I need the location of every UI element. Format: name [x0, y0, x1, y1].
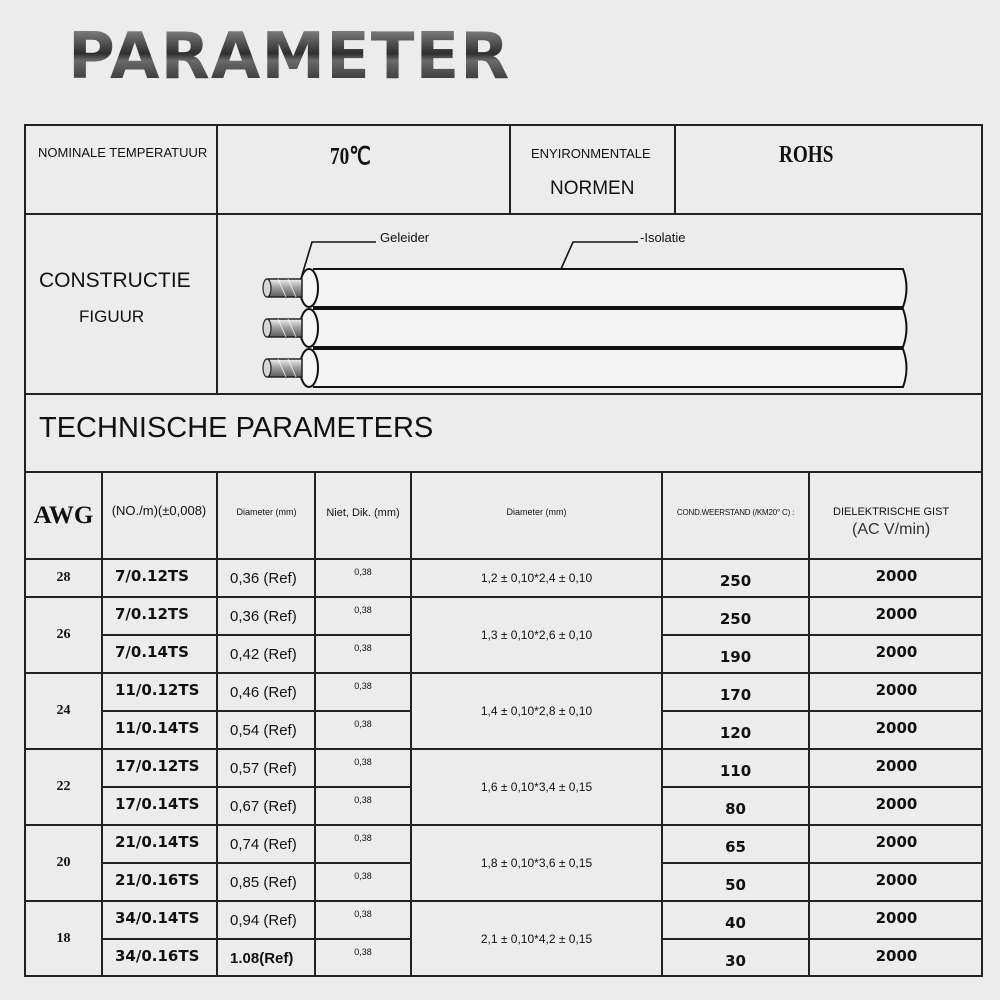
insulation-thickness-value: 0,38: [354, 757, 372, 767]
conductor-resistance-value: 30: [725, 952, 746, 970]
dielectric-strength-value: 2000: [875, 871, 918, 889]
awg-value: 26: [56, 627, 71, 642]
dielectric-strength-value: 2000: [875, 605, 918, 623]
insulation-thickness-value: 0,38: [354, 681, 372, 691]
outer-diameter-value: 2,1 ± 0,10*4,2 ± 0,15: [480, 932, 593, 946]
conductor-construction-value: 21/0.16TS: [115, 871, 200, 889]
conductor-diameter-value: 0,74 (Ref): [230, 835, 297, 853]
insulation-label: -Isolatie: [640, 230, 686, 245]
conductor-construction-value: 7/0.12TS: [115, 567, 189, 585]
conductor-diameter-value: 0,36 (Ref): [230, 569, 297, 587]
awg-value: 18: [56, 931, 71, 946]
insulation-thickness-value: 0,38: [354, 833, 372, 843]
conductor-diameter-value: 0,57 (Ref): [230, 759, 297, 777]
divider: [24, 393, 983, 395]
conductor-construction-value: 11/0.14TS: [115, 719, 200, 737]
dielectric-strength-value: 2000: [875, 757, 918, 775]
header-strands: (NO./m)(±0,008): [111, 503, 207, 518]
conductor-diameter-value: 0,94 (Ref): [230, 911, 297, 929]
standards-label: NORMEN: [550, 178, 635, 199]
header-awg: AWG: [33, 501, 94, 529]
technical-parameters-title: TECHNISCHE PARAMETERS: [39, 412, 434, 444]
conductor-diameter-value: 0,36 (Ref): [230, 607, 297, 625]
awg-value: 22: [56, 779, 71, 794]
conductor-resistance-value: 65: [725, 838, 746, 856]
insulation-thickness-value: 0,38: [354, 605, 372, 615]
dielectric-strength-value: 2000: [875, 567, 918, 585]
dielectric-strength-value: 2000: [875, 947, 918, 965]
outer-diameter-value: 1,2 ± 0,10*2,4 ± 0,10: [480, 571, 593, 585]
conductor-resistance-value: 80: [725, 800, 746, 818]
conductor-construction-value: 11/0.12TS: [115, 681, 200, 699]
conductor-resistance-value: 250: [719, 610, 752, 628]
conductor-construction-value: 21/0.14TS: [115, 833, 200, 851]
dielectric-strength-value: 2000: [875, 681, 918, 699]
dielectric-strength-value: 2000: [875, 643, 918, 661]
conductor-resistance-value: 190: [719, 648, 752, 666]
divider: [509, 124, 511, 214]
outer-diameter-value: 1,6 ± 0,10*3,4 ± 0,15: [480, 780, 593, 794]
dielectric-strength-value: 2000: [875, 795, 918, 813]
conductor-construction-value: 17/0.12TS: [115, 757, 200, 775]
cable-construction-diagram: [218, 215, 982, 392]
awg-value: 28: [56, 570, 71, 585]
temperature-value: 70℃: [330, 144, 371, 170]
conductor-resistance-value: 120: [719, 724, 752, 742]
construction-label: CONSTRUCTIE: [39, 269, 191, 292]
conductor-resistance-value: 110: [719, 762, 752, 780]
dielectric-strength-value: 2000: [875, 719, 918, 737]
rohs-value: ROHS: [779, 142, 834, 168]
conductor-diameter-value: 0,42 (Ref): [230, 645, 297, 663]
awg-value: 20: [56, 855, 71, 870]
header-outer-diameter: Diameter (mm): [506, 507, 567, 517]
header-insulation-thickness: Niet, Dik. (mm): [326, 507, 400, 519]
cable-3: [263, 349, 907, 387]
header-conductor-diameter: Diameter (mm): [236, 507, 297, 517]
insulation-thickness-value: 0,38: [354, 871, 372, 881]
insulation-thickness-value: 0,38: [354, 719, 372, 729]
cable-1: [263, 269, 907, 307]
awg-value: 24: [56, 703, 71, 718]
conductor-diameter-value: 0,85 (Ref): [230, 873, 297, 891]
conductor-label: Geleider: [380, 230, 430, 245]
environmental-label: ENYIRONMENTALE: [531, 146, 651, 161]
outer-diameter-value: 1,4 ± 0,10*2,8 ± 0,10: [480, 704, 593, 718]
conductor-construction-value: 7/0.14TS: [115, 643, 189, 661]
outer-diameter-value: 1,3 ± 0,10*2,6 ± 0,10: [480, 628, 593, 642]
conductor-resistance-value: 170: [719, 686, 752, 704]
conductor-construction-value: 17/0.14TS: [115, 795, 200, 813]
page-title: PARAMETER: [68, 20, 511, 94]
conductor-construction-value: 7/0.12TS: [115, 605, 189, 623]
header-conductor-resistance: COND.WEERSTAND (/KM20° C) :: [676, 507, 795, 517]
header-dielectric-strength: DIELEKTRISCHE GIST: [833, 506, 950, 518]
conductor-construction-value: 34/0.16TS: [115, 947, 200, 965]
conductor-resistance-value: 250: [719, 572, 752, 590]
conductor-construction-value: 34/0.14TS: [115, 909, 200, 927]
insulation-thickness-value: 0,38: [354, 643, 372, 653]
conductor-resistance-value: 40: [725, 914, 746, 932]
divider: [674, 124, 676, 214]
insulation-thickness-value: 0,38: [354, 947, 372, 957]
conductor-diameter-value: 1.08(Ref): [230, 949, 294, 967]
figure-label: FIGUUR: [79, 307, 145, 326]
insulation-leader-line: [561, 242, 638, 269]
dielectric-strength-value: 2000: [875, 909, 918, 927]
dielectric-strength-value: 2000: [875, 833, 918, 851]
conductor-resistance-value: 50: [725, 876, 746, 894]
insulation-thickness-value: 0,38: [354, 795, 372, 805]
insulation-thickness-value: 0,38: [354, 567, 372, 577]
cable-2: [263, 309, 907, 347]
insulation-thickness-value: 0,38: [354, 909, 372, 919]
conductor-diameter-value: 0,46 (Ref): [230, 683, 297, 701]
conductor-diameter-value: 0,54 (Ref): [230, 721, 297, 739]
outer-diameter-value: 1,8 ± 0,10*3,6 ± 0,15: [480, 856, 593, 870]
conductor-diameter-value: 0,67 (Ref): [230, 797, 297, 815]
header-dielectric-unit: (AC V/min): [852, 521, 931, 538]
temperature-label: NOMINALE TEMPERATUUR: [38, 145, 208, 160]
